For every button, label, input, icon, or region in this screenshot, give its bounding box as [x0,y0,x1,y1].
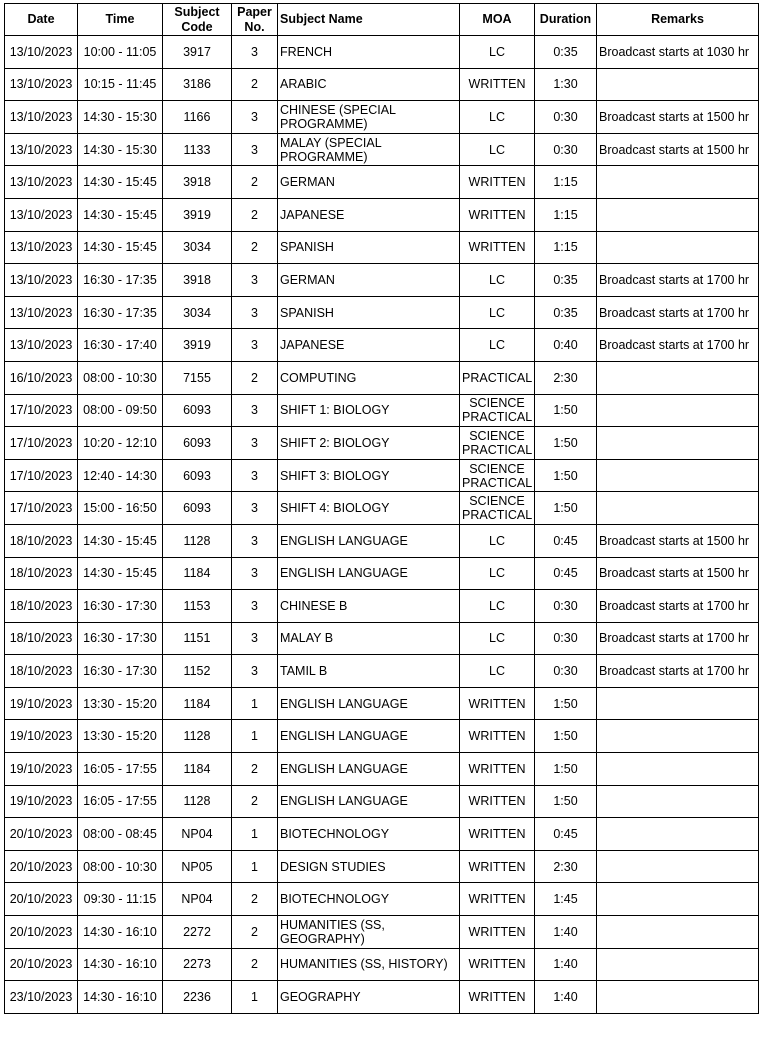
cell-subject-code: 1151 [163,622,232,655]
cell-date: 13/10/2023 [5,264,78,297]
cell-subject-name: JAPANESE [278,198,460,231]
cell-paper-no: 2 [232,198,278,231]
cell-remarks: Broadcast starts at 1500 hr [597,133,759,166]
cell-moa: PRACTICAL [460,361,535,394]
cell-paper-no: 2 [232,948,278,981]
cell-moa: SCIENCE PRACTICAL [460,492,535,525]
cell-subject-code: 3918 [163,264,232,297]
header-duration: Duration [535,4,597,36]
cell-time: 14:30 - 15:30 [78,133,163,166]
cell-subject-code: 2273 [163,948,232,981]
table-row [5,68,759,101]
cell-paper-no: 2 [232,916,278,949]
cell-remarks [597,850,759,883]
cell-remarks [597,916,759,949]
cell-subject-name: ENGLISH LANGUAGE [278,687,460,720]
cell-duration: 1:15 [535,198,597,231]
cell-paper-no: 2 [232,68,278,101]
cell-subject-code: 2236 [163,981,232,1014]
cell-duration: 1:50 [535,427,597,460]
cell-duration: 1:40 [535,981,597,1014]
cell-paper-no: 3 [232,557,278,590]
cell-time: 08:00 - 09:50 [78,394,163,427]
cell-duration: 0:45 [535,557,597,590]
cell-subject-code: 1153 [163,590,232,623]
cell-paper-no: 3 [232,36,278,69]
cell-subject-name: TAMIL B [278,655,460,688]
cell-duration: 0:45 [535,524,597,557]
cell-moa: LC [460,557,535,590]
cell-date: 17/10/2023 [5,492,78,525]
cell-remarks: Broadcast starts at 1030 hr [597,36,759,69]
cell-remarks [597,68,759,101]
cell-subject-code: 3034 [163,231,232,264]
cell-paper-no: 2 [232,753,278,786]
cell-duration: 0:30 [535,101,597,134]
cell-remarks [597,785,759,818]
cell-time: 16:05 - 17:55 [78,785,163,818]
cell-paper-no: 1 [232,818,278,851]
cell-duration: 0:35 [535,264,597,297]
cell-duration: 1:15 [535,231,597,264]
table-row [5,948,759,981]
cell-time: 08:00 - 08:45 [78,818,163,851]
cell-time: 14:30 - 15:45 [78,166,163,199]
cell-subject-code: 1184 [163,753,232,786]
cell-date: 13/10/2023 [5,68,78,101]
table-row [5,590,759,623]
cell-moa: WRITTEN [460,785,535,818]
cell-date: 16/10/2023 [5,361,78,394]
cell-date: 13/10/2023 [5,329,78,362]
table-row [5,329,759,362]
cell-subject-code: NP05 [163,850,232,883]
header-paper-no: Paper No. [232,4,278,36]
cell-date: 13/10/2023 [5,166,78,199]
cell-time: 10:00 - 11:05 [78,36,163,69]
cell-moa: WRITTEN [460,883,535,916]
cell-time: 16:30 - 17:35 [78,264,163,297]
cell-time: 14:30 - 15:45 [78,524,163,557]
cell-date: 20/10/2023 [5,916,78,949]
cell-subject-name: HUMANITIES (SS, HISTORY) [278,948,460,981]
cell-remarks: Broadcast starts at 1700 hr [597,590,759,623]
cell-duration: 1:50 [535,720,597,753]
cell-subject-name: ENGLISH LANGUAGE [278,753,460,786]
cell-duration: 0:45 [535,818,597,851]
cell-remarks: Broadcast starts at 1700 hr [597,622,759,655]
cell-paper-no: 1 [232,720,278,753]
header-moa: MOA [460,4,535,36]
table-row [5,655,759,688]
cell-time: 12:40 - 14:30 [78,459,163,492]
table-row [5,883,759,916]
cell-moa: WRITTEN [460,981,535,1014]
cell-duration: 0:35 [535,296,597,329]
cell-duration: 0:30 [535,133,597,166]
cell-remarks [597,981,759,1014]
cell-duration: 0:30 [535,655,597,688]
cell-subject-name: MALAY (SPECIAL PROGRAMME) [278,133,460,166]
table-row [5,166,759,199]
cell-subject-name: ARABIC [278,68,460,101]
cell-time: 14:30 - 16:10 [78,948,163,981]
cell-duration: 2:30 [535,850,597,883]
cell-subject-code: 6093 [163,492,232,525]
cell-remarks [597,720,759,753]
cell-remarks [597,166,759,199]
cell-subject-code: 6093 [163,427,232,460]
table-row [5,753,759,786]
cell-moa: WRITTEN [460,720,535,753]
cell-date: 13/10/2023 [5,231,78,264]
header-time: Time [78,4,163,36]
cell-remarks [597,427,759,460]
cell-moa: SCIENCE PRACTICAL [460,394,535,427]
cell-subject-name: ENGLISH LANGUAGE [278,524,460,557]
header-subject-name: Subject Name [278,4,460,36]
cell-duration: 0:35 [535,36,597,69]
cell-subject-name: CHINESE (SPECIAL PROGRAMME) [278,101,460,134]
cell-time: 16:30 - 17:30 [78,655,163,688]
cell-remarks [597,361,759,394]
cell-duration: 1:15 [535,166,597,199]
cell-time: 14:30 - 16:10 [78,981,163,1014]
cell-subject-name: GEOGRAPHY [278,981,460,1014]
cell-time: 16:30 - 17:40 [78,329,163,362]
cell-time: 08:00 - 10:30 [78,850,163,883]
cell-time: 10:20 - 12:10 [78,427,163,460]
cell-subject-code: 1128 [163,720,232,753]
cell-time: 16:30 - 17:35 [78,296,163,329]
cell-paper-no: 1 [232,981,278,1014]
cell-paper-no: 3 [232,655,278,688]
cell-moa: WRITTEN [460,818,535,851]
cell-subject-name: JAPANESE [278,329,460,362]
cell-paper-no: 3 [232,492,278,525]
cell-moa: WRITTEN [460,198,535,231]
header-row [5,4,759,36]
cell-moa: LC [460,655,535,688]
table-row [5,198,759,231]
cell-subject-name: BIOTECHNOLOGY [278,818,460,851]
cell-date: 17/10/2023 [5,394,78,427]
cell-subject-name: SHIFT 1: BIOLOGY [278,394,460,427]
cell-date: 18/10/2023 [5,524,78,557]
cell-duration: 1:50 [535,785,597,818]
cell-paper-no: 3 [232,101,278,134]
cell-remarks: Broadcast starts at 1700 hr [597,296,759,329]
exam-timetable [4,3,759,1014]
cell-subject-code: 1128 [163,785,232,818]
table-row [5,296,759,329]
cell-remarks: Broadcast starts at 1500 hr [597,557,759,590]
cell-subject-name: DESIGN STUDIES [278,850,460,883]
cell-date: 19/10/2023 [5,753,78,786]
cell-date: 20/10/2023 [5,818,78,851]
cell-remarks [597,492,759,525]
cell-duration: 1:50 [535,394,597,427]
cell-moa: WRITTEN [460,687,535,720]
cell-date: 18/10/2023 [5,557,78,590]
cell-paper-no: 2 [232,361,278,394]
cell-remarks: Broadcast starts at 1700 hr [597,655,759,688]
cell-subject-code: 1152 [163,655,232,688]
cell-paper-no: 3 [232,394,278,427]
cell-date: 20/10/2023 [5,850,78,883]
cell-subject-code: 7155 [163,361,232,394]
cell-remarks [597,818,759,851]
cell-date: 18/10/2023 [5,590,78,623]
table-body [5,36,759,1014]
cell-remarks: Broadcast starts at 1500 hr [597,524,759,557]
header-date: Date [5,4,78,36]
cell-paper-no: 2 [232,231,278,264]
cell-subject-code: 1166 [163,101,232,134]
cell-moa: WRITTEN [460,166,535,199]
cell-paper-no: 3 [232,329,278,362]
cell-time: 14:30 - 16:10 [78,916,163,949]
table-row [5,101,759,134]
table-row [5,492,759,525]
cell-subject-code: 1128 [163,524,232,557]
cell-subject-name: HUMANITIES (SS, GEOGRAPHY) [278,916,460,949]
cell-date: 18/10/2023 [5,655,78,688]
cell-moa: WRITTEN [460,753,535,786]
cell-paper-no: 2 [232,785,278,818]
cell-paper-no: 3 [232,133,278,166]
cell-duration: 2:30 [535,361,597,394]
cell-paper-no: 1 [232,850,278,883]
cell-moa: WRITTEN [460,68,535,101]
cell-date: 19/10/2023 [5,687,78,720]
cell-subject-name: ENGLISH LANGUAGE [278,720,460,753]
table-row [5,916,759,949]
cell-paper-no: 3 [232,459,278,492]
table-row [5,687,759,720]
cell-time: 08:00 - 10:30 [78,361,163,394]
cell-time: 16:30 - 17:30 [78,622,163,655]
table-row [5,818,759,851]
cell-subject-code: NP04 [163,818,232,851]
cell-duration: 1:50 [535,459,597,492]
cell-remarks [597,394,759,427]
cell-subject-name: COMPUTING [278,361,460,394]
table-row [5,264,759,297]
cell-time: 13:30 - 15:20 [78,720,163,753]
table-row [5,394,759,427]
cell-subject-name: SPANISH [278,296,460,329]
cell-duration: 1:50 [535,492,597,525]
cell-subject-name: GERMAN [278,264,460,297]
table-row [5,36,759,69]
table-row [5,981,759,1014]
header-subject-code: Subject Code [163,4,232,36]
cell-subject-name: BIOTECHNOLOGY [278,883,460,916]
cell-remarks [597,231,759,264]
cell-subject-code: 1133 [163,133,232,166]
table-header [5,4,759,36]
cell-moa: LC [460,133,535,166]
cell-date: 18/10/2023 [5,622,78,655]
table-row [5,459,759,492]
cell-subject-name: SHIFT 2: BIOLOGY [278,427,460,460]
cell-time: 14:30 - 15:45 [78,198,163,231]
cell-moa: WRITTEN [460,850,535,883]
cell-paper-no: 1 [232,687,278,720]
cell-moa: LC [460,296,535,329]
cell-paper-no: 3 [232,524,278,557]
cell-duration: 1:30 [535,68,597,101]
cell-subject-code: NP04 [163,883,232,916]
cell-duration: 1:45 [535,883,597,916]
cell-date: 19/10/2023 [5,720,78,753]
cell-date: 13/10/2023 [5,36,78,69]
cell-date: 13/10/2023 [5,198,78,231]
header-remarks: Remarks [597,4,759,36]
table-row [5,133,759,166]
cell-duration: 1:50 [535,753,597,786]
cell-paper-no: 3 [232,264,278,297]
table-row [5,850,759,883]
cell-date: 13/10/2023 [5,296,78,329]
cell-subject-name: MALAY B [278,622,460,655]
cell-duration: 1:40 [535,948,597,981]
cell-moa: WRITTEN [460,231,535,264]
cell-remarks [597,459,759,492]
cell-remarks [597,948,759,981]
cell-subject-name: ENGLISH LANGUAGE [278,785,460,818]
cell-moa: LC [460,101,535,134]
table-row [5,361,759,394]
cell-subject-name: SHIFT 3: BIOLOGY [278,459,460,492]
cell-subject-name: GERMAN [278,166,460,199]
cell-paper-no: 3 [232,427,278,460]
cell-date: 19/10/2023 [5,785,78,818]
cell-date: 13/10/2023 [5,101,78,134]
cell-remarks: Broadcast starts at 1700 hr [597,329,759,362]
cell-duration: 0:30 [535,590,597,623]
cell-subject-name: CHINESE B [278,590,460,623]
cell-paper-no: 3 [232,590,278,623]
cell-remarks [597,753,759,786]
table-row [5,524,759,557]
cell-remarks: Broadcast starts at 1700 hr [597,264,759,297]
cell-duration: 1:50 [535,687,597,720]
cell-paper-no: 2 [232,166,278,199]
cell-paper-no: 3 [232,622,278,655]
cell-date: 17/10/2023 [5,459,78,492]
cell-duration: 1:40 [535,916,597,949]
cell-moa: LC [460,329,535,362]
cell-subject-name: SHIFT 4: BIOLOGY [278,492,460,525]
cell-date: 20/10/2023 [5,948,78,981]
cell-subject-code: 1184 [163,687,232,720]
cell-moa: LC [460,264,535,297]
cell-time: 16:30 - 17:30 [78,590,163,623]
cell-moa: LC [460,590,535,623]
cell-subject-code: 3918 [163,166,232,199]
cell-moa: WRITTEN [460,916,535,949]
cell-time: 15:00 - 16:50 [78,492,163,525]
cell-date: 23/10/2023 [5,981,78,1014]
table-row [5,622,759,655]
cell-subject-name: ENGLISH LANGUAGE [278,557,460,590]
cell-subject-name: FRENCH [278,36,460,69]
cell-subject-name: SPANISH [278,231,460,264]
cell-moa: SCIENCE PRACTICAL [460,427,535,460]
cell-time: 14:30 - 15:45 [78,557,163,590]
cell-time: 14:30 - 15:30 [78,101,163,134]
cell-date: 13/10/2023 [5,133,78,166]
table-row [5,231,759,264]
cell-subject-code: 3917 [163,36,232,69]
cell-moa: LC [460,524,535,557]
cell-remarks: Broadcast starts at 1500 hr [597,101,759,134]
cell-time: 09:30 - 11:15 [78,883,163,916]
cell-paper-no: 2 [232,883,278,916]
cell-duration: 0:40 [535,329,597,362]
cell-subject-code: 2272 [163,916,232,949]
cell-subject-code: 3919 [163,329,232,362]
cell-subject-code: 3034 [163,296,232,329]
table-row [5,427,759,460]
cell-subject-code: 3919 [163,198,232,231]
cell-remarks [597,883,759,916]
cell-time: 14:30 - 15:45 [78,231,163,264]
table-row [5,557,759,590]
cell-date: 20/10/2023 [5,883,78,916]
cell-date: 17/10/2023 [5,427,78,460]
cell-remarks [597,198,759,231]
cell-subject-code: 6093 [163,394,232,427]
cell-duration: 0:30 [535,622,597,655]
cell-time: 10:15 - 11:45 [78,68,163,101]
table-row [5,785,759,818]
cell-paper-no: 3 [232,296,278,329]
cell-subject-code: 1184 [163,557,232,590]
cell-moa: SCIENCE PRACTICAL [460,459,535,492]
cell-moa: LC [460,622,535,655]
cell-subject-code: 6093 [163,459,232,492]
cell-time: 16:05 - 17:55 [78,753,163,786]
cell-subject-code: 3186 [163,68,232,101]
table-row [5,720,759,753]
cell-time: 13:30 - 15:20 [78,687,163,720]
cell-remarks [597,687,759,720]
cell-moa: WRITTEN [460,948,535,981]
cell-moa: LC [460,36,535,69]
